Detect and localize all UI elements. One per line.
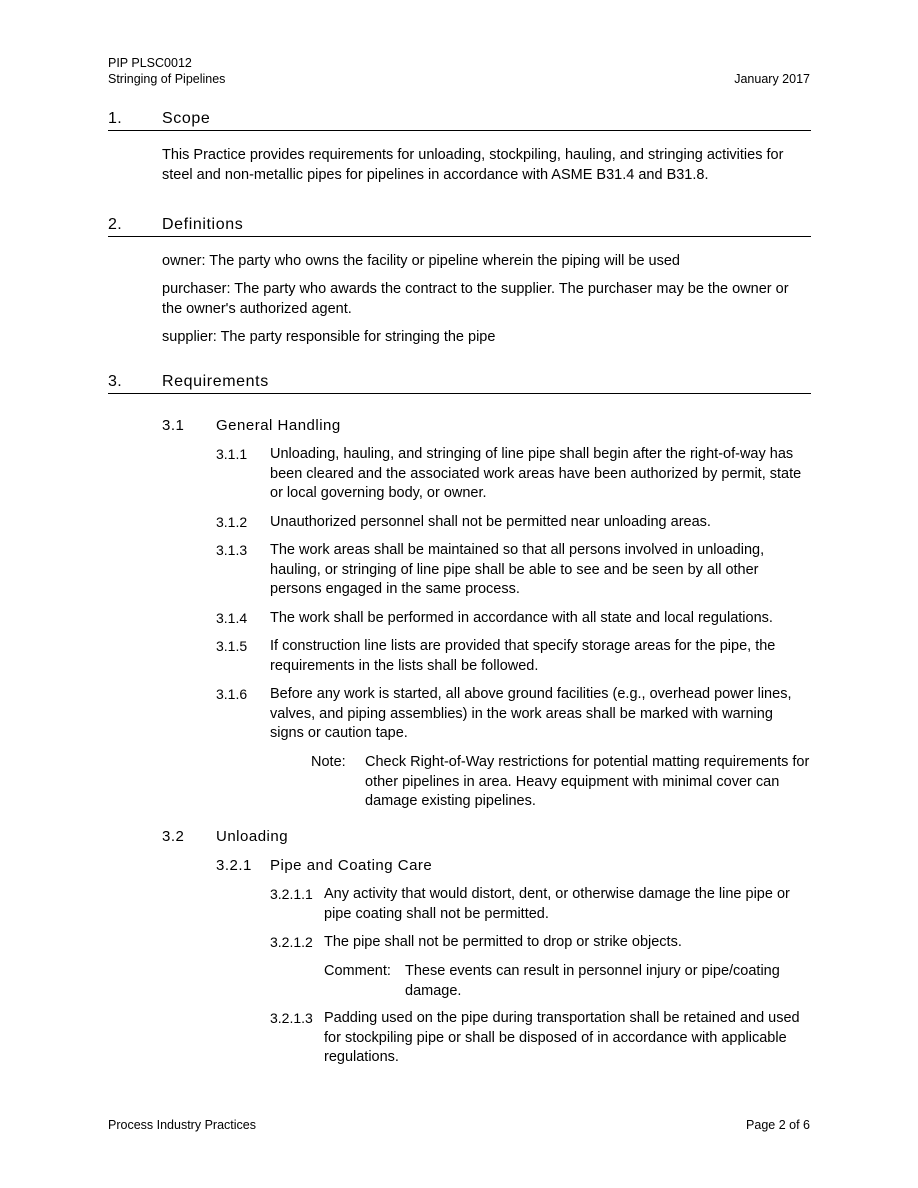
- definition-purchaser: purchaser: The party who awards the contract to the supplier. The purchaser may be the owner or the owner's authorized agent.: [162, 281, 789, 317]
- item-number: 3.1.4: [216, 610, 248, 626]
- section-heading-requirements: [108, 373, 811, 394]
- item-number: 3.2.1.1: [270, 886, 313, 902]
- section-title: Definitions: [162, 216, 244, 233]
- item-number: 3.2.1.3: [270, 1010, 313, 1026]
- subsection-title: Unloading: [216, 828, 289, 845]
- item-text: Unauthorized personnel shall not be permitted near unloading areas.: [270, 514, 711, 530]
- section-title: Requirements: [162, 373, 269, 390]
- header-doc-title: Stringing of Pipelines: [108, 72, 226, 86]
- item-text: Padding used on the pipe during transportation shall be retained and used for stockpiling pipe or shall be disposed of in accordance with applicable regulations.: [324, 1010, 800, 1065]
- item-number: 3.1.1: [216, 446, 248, 462]
- item-text: Before any work is started, all above ground facilities (e.g., overhead power lines, valves, and piping assemblies) in the work areas shall be marked with warning signs or caution tape.: [270, 686, 792, 741]
- item-text: The pipe shall not be permitted to drop or strike objects.: [324, 934, 682, 950]
- item-text: The work shall be performed in accordance with all state and local regulations.: [270, 610, 773, 626]
- note-label: Note:: [311, 754, 346, 770]
- header-doc-id: PIP PLSC0012: [108, 56, 192, 70]
- subsubsection-number: 3.2.1: [216, 857, 252, 874]
- subsubsection-title: Pipe and Coating Care: [270, 857, 433, 874]
- item-number: 3.2.1.2: [270, 934, 313, 950]
- item-number: 3.1.2: [216, 514, 248, 530]
- footer-page-number: Page 2 of 6: [746, 1118, 810, 1132]
- item-number: 3.1.5: [216, 638, 248, 654]
- header-date: January 2017: [734, 72, 810, 86]
- section-title: Scope: [162, 110, 211, 127]
- footer-left: Process Industry Practices: [108, 1118, 256, 1132]
- section-number: 2.: [108, 216, 123, 233]
- definition-supplier: supplier: The party responsible for stringing the pipe: [162, 329, 496, 345]
- section-number: 3.: [108, 373, 123, 390]
- item-number: 3.1.6: [216, 686, 248, 702]
- subsection-number: 3.1: [162, 417, 185, 434]
- comment-text: These events can result in personnel injury or pipe/coating damage.: [405, 963, 780, 999]
- definition-owner: owner: The party who owns the facility or pipeline wherein the piping will be used: [162, 253, 680, 269]
- item-text: Any activity that would distort, dent, or otherwise damage the line pipe or pipe coating shall not be permitted.: [324, 886, 790, 922]
- section-heading-definitions: [108, 216, 811, 237]
- scope-paragraph: This Practice provides requirements for unloading, stockpiling, hauling, and stringing activities for steel and non-metallic pipes for pipelines in accordance with ASME B31.4 and B31.8.: [162, 147, 784, 183]
- item-text: Unloading, hauling, and stringing of line pipe shall begin after the right-of-way has been cleared and the associated work areas have been authorized by permit, state or local governing body, or owner.: [270, 446, 802, 501]
- item-text: If construction line lists are provided that specify storage areas for the pipe, the requirements in the lists shall be followed.: [270, 638, 776, 674]
- section-heading-scope: [108, 110, 811, 131]
- subsection-title: General Handling: [216, 417, 341, 434]
- item-number: 3.1.3: [216, 542, 248, 558]
- section-number: 1.: [108, 110, 123, 127]
- item-text: The work areas shall be maintained so that all persons involved in unloading, hauling, or stringing of line pipe shall be able to see and be seen by all other persons engaged in the same process.: [270, 542, 765, 597]
- subsection-number: 3.2: [162, 828, 185, 845]
- comment-label: Comment:: [324, 963, 391, 979]
- note-text: Check Right-of-Way restrictions for potential matting requirements for other pipelines in area. Heavy equipment with minimal cover can damage existing pipelines.: [365, 754, 810, 809]
